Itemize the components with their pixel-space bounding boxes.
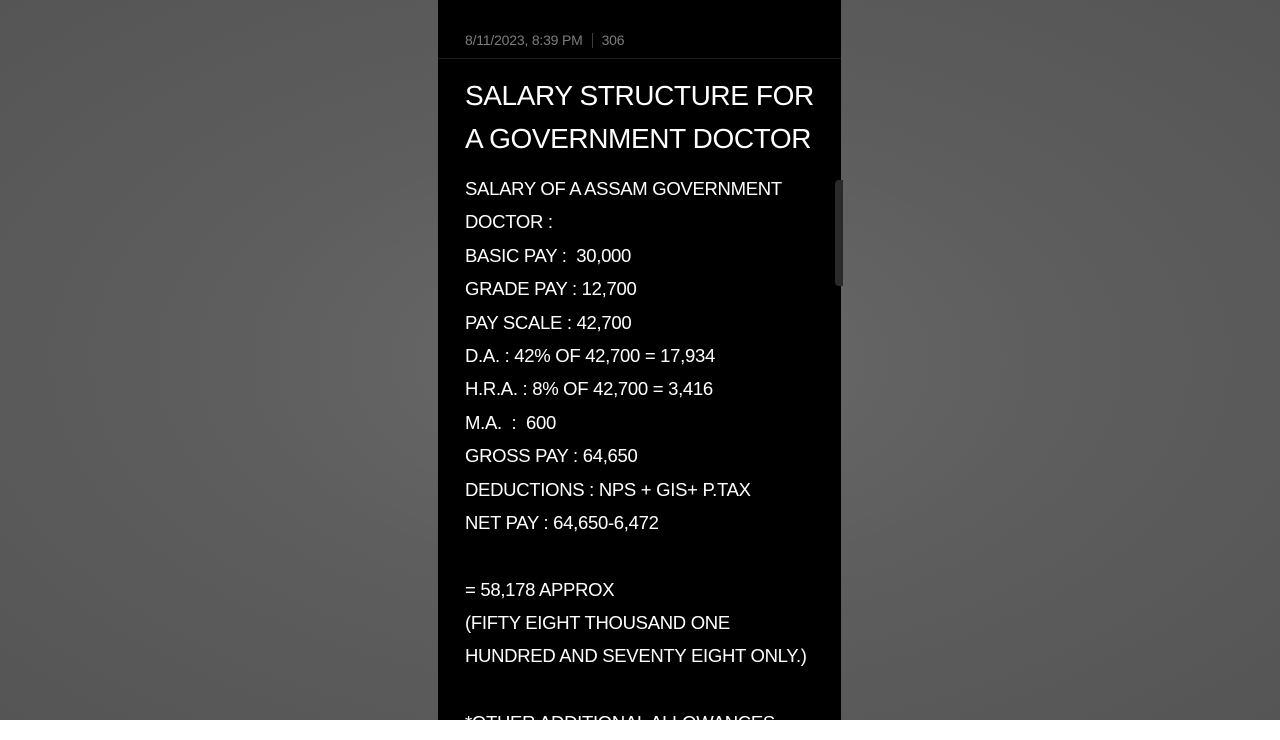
post-meta bbox=[465, 30, 624, 50]
body-line: HUNDRED AND SEVENTY EIGHT ONLY.) bbox=[465, 645, 807, 667]
meta-separator bbox=[592, 33, 593, 48]
post-body bbox=[465, 172, 835, 740]
phone-screen bbox=[438, 0, 841, 734]
body-line: = 58,178 APPROX bbox=[465, 578, 615, 600]
header-divider bbox=[438, 58, 841, 59]
body-line bbox=[465, 673, 835, 706]
post-title-line-1: SALARY STRUCTURE FOR bbox=[465, 80, 814, 111]
body-line: NET PAY : 64,650-6,472 bbox=[465, 511, 659, 533]
body-line: (FIFTY EIGHT THOUSAND ONE bbox=[465, 612, 730, 634]
body-line: GRADE PAY : 12,700 bbox=[465, 278, 637, 300]
scroll-handle[interactable] bbox=[835, 180, 843, 286]
body-line: GROSS PAY : 64,650 bbox=[465, 445, 638, 467]
body-line: PAY SCALE : 42,700 bbox=[465, 311, 632, 333]
body-line: SALARY OF A ASSAM GOVERNMENT bbox=[465, 178, 782, 199]
body-line: *OTHER ADDITIONAL ALLOWANCES bbox=[465, 712, 775, 734]
body-line: DEDUCTIONS : NPS + GIS+ P.TAX bbox=[465, 478, 751, 500]
post-title bbox=[465, 74, 825, 160]
body-line: DOCTOR : bbox=[465, 211, 553, 233]
body-line: M.A. : 600 bbox=[465, 411, 556, 433]
body-line: D.A. : 42% OF 42,700 = 17,934 bbox=[465, 344, 715, 366]
body-line: BASIC PAY : 30,000 bbox=[465, 244, 632, 266]
post-date: 8/11/2023, 8:39 PM bbox=[465, 32, 583, 48]
body-line: H.R.A. : 8% OF 42,700 = 3,416 bbox=[465, 378, 713, 400]
view-count: 306 bbox=[601, 32, 625, 48]
body-line bbox=[465, 539, 835, 572]
post-title-line-2: A GOVERNMENT DOCTOR bbox=[465, 123, 812, 154]
